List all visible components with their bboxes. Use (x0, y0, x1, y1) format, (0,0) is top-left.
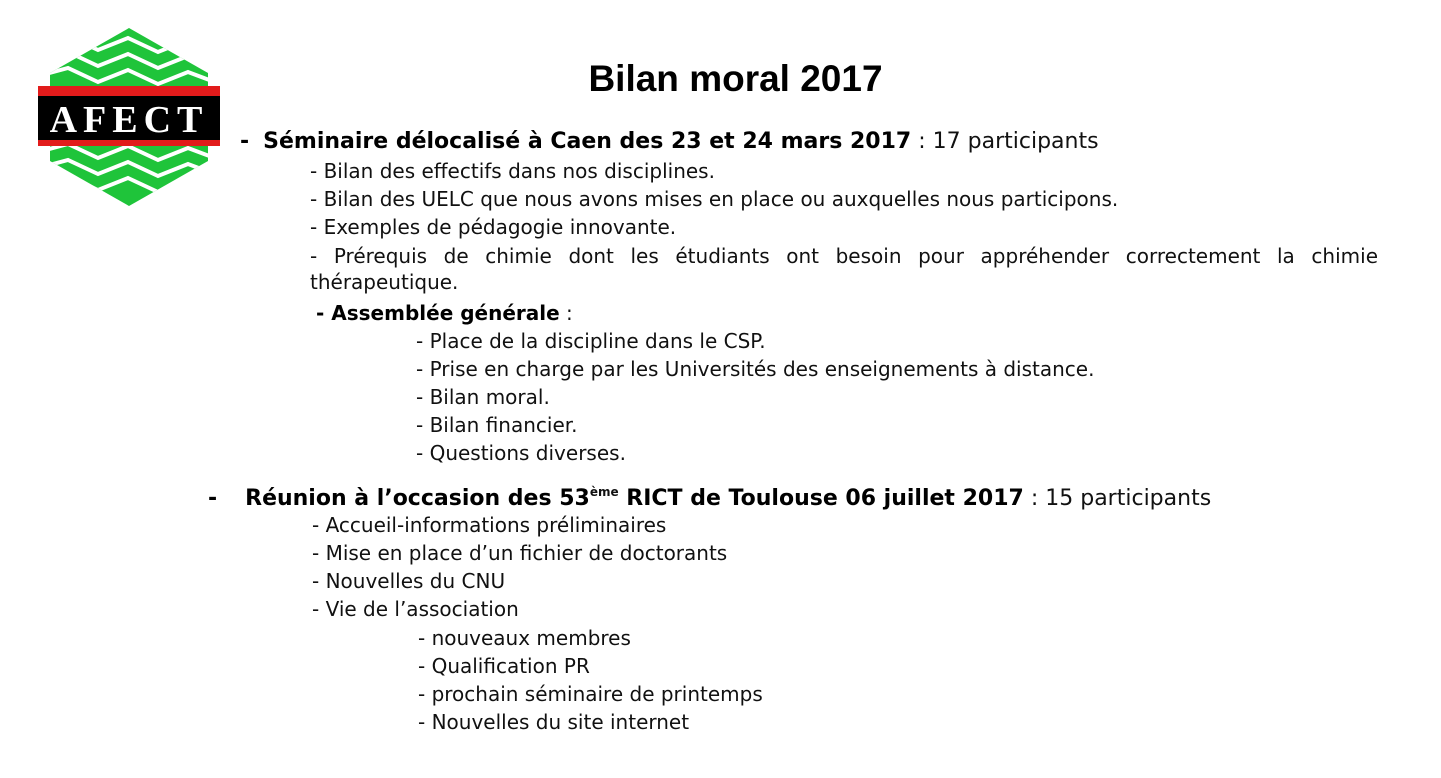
assembly-label: Assemblée générale (331, 301, 560, 325)
assembly-item: - Questions diverses. (416, 441, 626, 465)
section-2-subitem: - Qualification PR (418, 654, 590, 678)
section-2-separator: : (1023, 486, 1046, 511)
section-1-heading-line (240, 128, 1099, 156)
assembly-item: - Prise en charge par les Universités des enseignements à distance. (416, 357, 1095, 381)
section-2-item: - Mise en place d’un fichier de doctorants (312, 541, 728, 565)
section-2-item: - Nouvelles du CNU (312, 569, 506, 593)
assembly-separator: : (559, 301, 573, 325)
section-1-item: - Bilan des UELC que nous avons mises en place ou auxquelles nous participons. (310, 187, 1119, 211)
section-2-subitem: - prochain séminaire de printemps (418, 682, 763, 706)
section-2-subitem: - nouveaux membres (418, 626, 631, 650)
section-2-heading-pre: Réunion à l’occasion des 53 (245, 486, 590, 511)
section-2-dash: - (208, 486, 218, 511)
section-2-heading-post: RICT de Toulouse 06 juillet 2017 (618, 486, 1024, 511)
section-2-item: - Accueil-informations préliminaires (312, 513, 667, 537)
assembly-item: - Place de la discipline dans le CSP. (416, 329, 766, 353)
section-1-heading: Séminaire délocalisé à Caen des 23 et 24 mars 2017 (263, 129, 912, 154)
section-2-participants: 15 participants (1045, 486, 1212, 511)
section-1-dash: - (240, 129, 250, 154)
logo-text: AFECT (49, 99, 209, 141)
afect-logo (38, 26, 220, 208)
section-1-participants: 17 participants (932, 129, 1099, 154)
section-1-item: - Bilan des effectifs dans nos disciplines. (310, 159, 715, 183)
assembly-heading-line (316, 300, 573, 326)
section-2-ordinal: ème (589, 485, 619, 499)
section-1-item: - Exemples de pédagogie innovante. (310, 215, 677, 239)
page-title: Bilan moral 2017 (588, 58, 883, 99)
section-1-separator: : (911, 129, 933, 154)
section-2-subitem: - Nouvelles du site internet (418, 710, 690, 734)
section-2-heading-line (208, 478, 1211, 513)
assembly-item: - Bilan financier. (416, 413, 578, 437)
section-1-item: - Prérequis de chimie dont les étudiants ont besoin pour appréhender correctement la chimie thérapeutique. (310, 244, 1378, 294)
assembly-dash: - (316, 301, 332, 325)
assembly-item: - Bilan moral. (416, 385, 550, 409)
section-2-item: - Vie de l’association (312, 597, 519, 621)
